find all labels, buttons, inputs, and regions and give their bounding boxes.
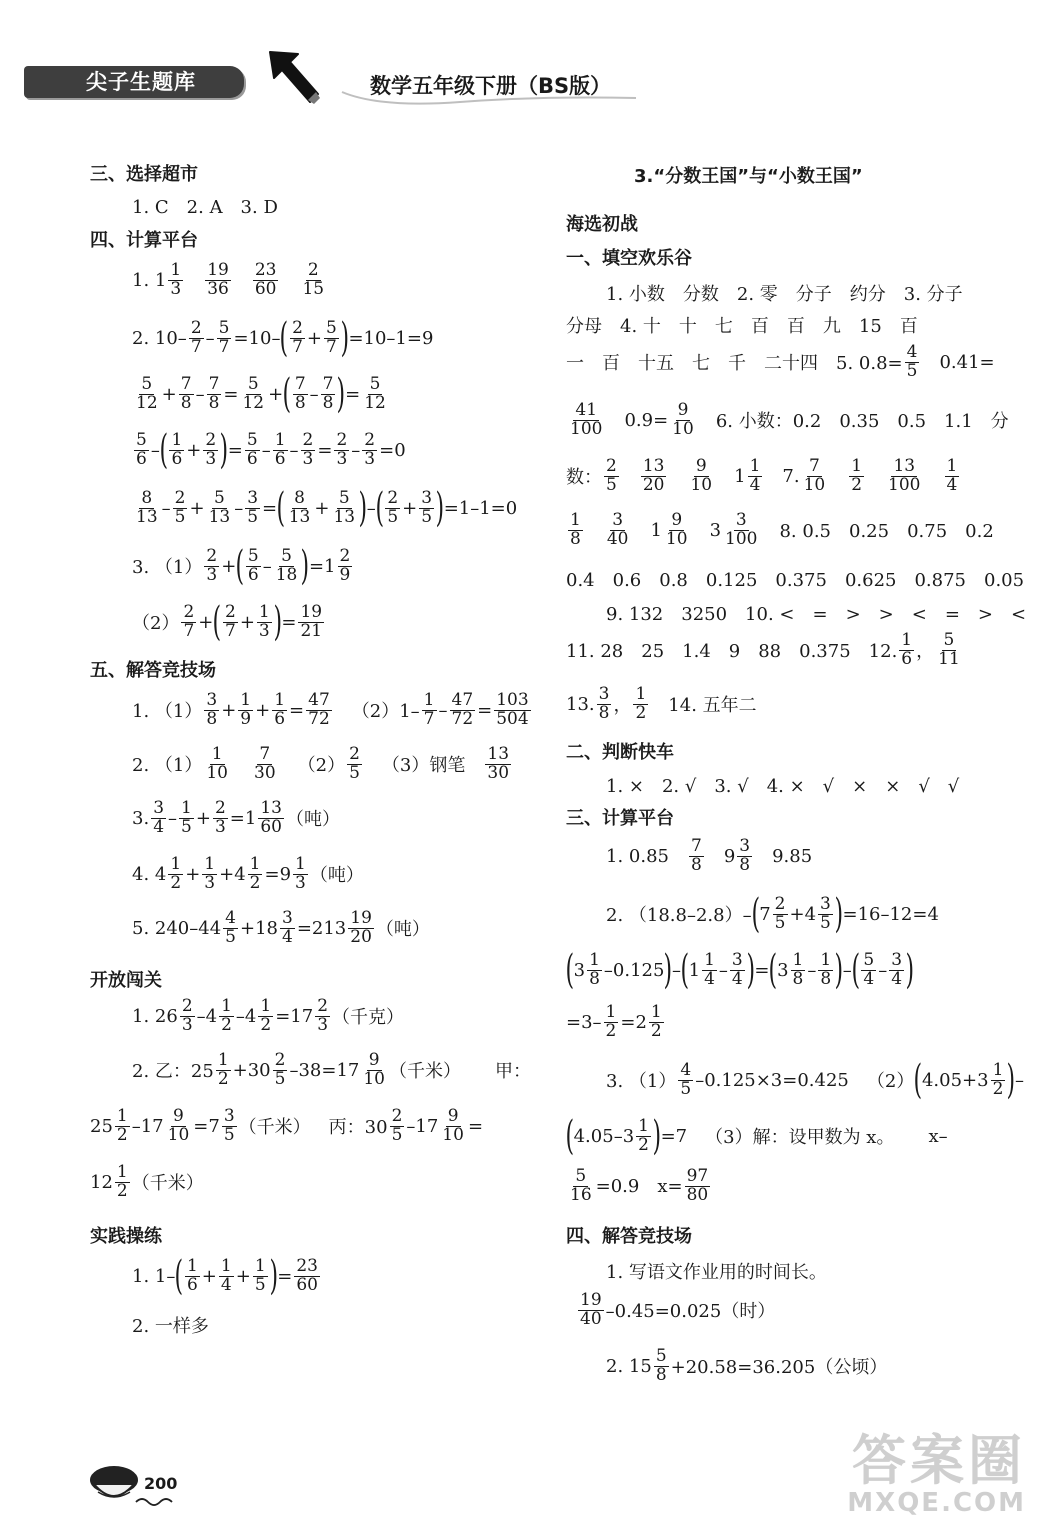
answer-line: =3– $\frac{1}{2}$ =2 $\frac{1}{2}$: [566, 1002, 662, 1041]
section-heading: 三、选择超市: [90, 164, 198, 185]
answer-line: 13. $\frac{3}{8}$ ， $\frac{1}{2}$ 14. 五年二: [566, 684, 757, 723]
page-number: 200: [144, 1474, 178, 1493]
answer-line: ( 3 $\frac{1}{8}$ –0.125 ) – ( 1 $\frac{1}{4}$ – $\frac{3}{4}$ ) = ( 3 $\frac{1}{8}$ – $\frac{1}{8}$ ) – ( $\frac{5}{4}$ – $\frac{3}{4}$ ): [565, 947, 915, 993]
answer-line: 3. （1） $\frac{4}{5}$ –0.125×3=0.425 （2） ( 4.05+3 $\frac{1}{2}$ ) –: [606, 1057, 1024, 1103]
answer-line: （2） $\frac{2}{7}$ + ( $\frac{2}{7}$ + $\frac{1}{3}$ ) = $\frac{19}{21}$: [132, 599, 323, 645]
section-heading: 三、计算平台: [566, 808, 674, 829]
answer-line: 1. × 2. √ 3. √ 4. × √ × × √ √: [606, 776, 960, 797]
watermark-logo: 答案圈: [852, 1429, 1026, 1492]
answer-line: 一 百 十五 七 千 二十四 5. 0.8= $\frac{4}{5}$ 0.41=: [566, 342, 995, 381]
answer-line: 0.4 0.6 0.8 0.125 0.375 0.625 0.875 0.05: [566, 570, 1025, 591]
answer-line: 4. 4 $\frac{1}{2}$ + $\frac{1}{3}$ +4 $\frac{1}{2}$ =9 $\frac{1}{3}$ （吨）: [132, 854, 364, 893]
section-heading: 二、判断快车: [566, 742, 674, 763]
answer-line: $\frac{5}{6}$ – ( $\frac{1}{6}$ + $\frac{2}{3}$ ) = $\frac{5}{6}$ – $\frac{1}{6}$ – $\frac{2}{3}$ = $\frac{2}{3}$ – $\frac{2}{3}$ =0: [136, 427, 406, 473]
section-heading: 开放闯关: [90, 970, 162, 991]
answer-line: 1. C 2. A 3. D: [132, 197, 278, 218]
section-heading: 实践操练: [90, 1226, 162, 1247]
answer-line: 5. 240–44 $\frac{4}{5}$ +18 $\frac{3}{4}$ =213 $\frac{19}{20}$ （吨）: [132, 908, 430, 947]
section-heading: 五、解答竞技场: [90, 660, 216, 681]
answer-line: 2. 乙：25 $\frac{1}{2}$ +30 $\frac{2}{5}$ –38=17 $\frac{9}{10}$ （千米） 甲：: [132, 1050, 531, 1089]
section-heading: 四、计算平台: [90, 230, 198, 251]
answer-line: $\frac{19}{40}$ –0.45=0.025（时）: [580, 1290, 776, 1329]
answer-line: 1. （1） $\frac{3}{8}$ + $\frac{1}{9}$ + $\frac{1}{6}$ = $\frac{47}{72}$ （2）1– $\frac{1}{7}$ – $\frac{47}{72}$ = $\frac{103}{504}$: [132, 690, 529, 729]
watermark-url: MXQE.COM: [847, 1488, 1026, 1518]
answer-line: 25 $\frac{1}{2}$ –17 $\frac{9}{10}$ =7 $\frac{3}{5}$ （千米） 丙：30 $\frac{2}{5}$ –17 $\frac{9}{10}$ =: [90, 1106, 484, 1145]
section-heading: 海选初战: [566, 214, 638, 235]
answer-line: $\frac{5}{16}$ =0.9 x= $\frac{97}{80}$: [570, 1166, 709, 1205]
answer-line: 2. 一样多: [132, 1316, 209, 1337]
header-title: 数学五年级下册（BS版）: [370, 74, 612, 98]
section-heading: 一、填空欢乐谷: [566, 248, 692, 269]
answer-line: 12 $\frac{1}{2}$ （千米）: [90, 1162, 204, 1201]
answer-line: 9. 132 3250 10. < = > > < = > <: [606, 604, 1027, 625]
answer-line: 1. 写语文作业用的时间长。: [606, 1262, 827, 1283]
section-heading: 四、解答竞技场: [566, 1226, 692, 1247]
answer-line: 1. 小数 分数 2. 零 分子 约分 3. 分子: [606, 284, 963, 305]
answer-line: 11. 28 25 1.4 9 88 0.375 12. $\frac{1}{6}$ ， $\frac{5}{11}$: [566, 630, 960, 669]
answer-line: 分母 4. 十 十 七 百 百 九 15 百: [566, 316, 918, 337]
answer-line: 2. （1） $\frac{1}{10}$ $\frac{7}{30}$ （2） $\frac{2}{5}$ （3）钢笔 $\frac{13}{30}$: [132, 744, 510, 783]
answer-line: 1. 26 $\frac{2}{3}$ –4 $\frac{1}{2}$ –4 $\frac{1}{2}$ =17 $\frac{2}{3}$ （千克）: [132, 996, 405, 1035]
answer-line: ( 4.05–3 $\frac{1}{2}$ ) =7 （3）解：设甲数为 x。 x–: [565, 1113, 948, 1159]
answer-line: 2. 15 $\frac{5}{8}$ +20.58=36.205（公顷）: [606, 1346, 888, 1385]
section-title: 3.“分数王国”与“小数王国”: [634, 166, 863, 187]
answer-line: 3. $\frac{3}{4}$ – $\frac{1}{5}$ + $\frac{2}{3}$ =1 $\frac{13}{60}$ （吨）: [132, 798, 340, 837]
answer-line: 1. 0.85 $\frac{7}{8}$ 9 $\frac{3}{8}$ 9.85: [606, 836, 813, 875]
arrow-icon: [268, 48, 324, 110]
answer-line: 3. （1） $\frac{2}{3}$ + ( $\frac{5}{6}$ – $\frac{5}{18}$ ) =1 $\frac{2}{9}$: [132, 543, 351, 589]
answer-line: 2. 10– $\frac{2}{7}$ – $\frac{5}{7}$ =10– ( $\frac{2}{7}$ + $\frac{5}{7}$ ) =10–1=9: [132, 315, 434, 361]
header-tab: 尖子生题库: [24, 66, 244, 98]
answer-line: $\frac{8}{13}$ – $\frac{2}{5}$ + $\frac{5}{13}$ – $\frac{3}{5}$ = ( $\frac{8}{13}$ + $\frac{5}{13}$ ) – ( $\frac{2}{5}$ + $\frac{3}{5}$ ) =1–1=0: [136, 485, 518, 531]
answer-line: $\frac{5}{12}$ + $\frac{7}{8}$ – $\frac{7}{8}$ = $\frac{5}{12}$ + ( $\frac{7}{8}$ – $\frac{7}{8}$ ) = $\frac{5}{12}$: [136, 371, 386, 417]
answer-line: 1. 1– ( $\frac{1}{6}$ + $\frac{1}{4}$ + $\frac{1}{5}$ ) = $\frac{23}{60}$: [132, 1253, 318, 1299]
answer-line: 1. 1 $\frac{1}{3}$ $\frac{19}{36}$ $\frac{23}{60}$ $\frac{2}{15}$: [132, 260, 325, 299]
answer-line: 2. （18.8–2.8）– ( 7 $\frac{2}{5}$ +4 $\frac{3}{5}$ ) =16–12=4: [606, 891, 939, 937]
watermark: [847, 1429, 1026, 1518]
answer-line: 数： $\frac{2}{5}$ $\frac{13}{20}$ $\frac{9}{10}$ 1 $\frac{1}{4}$ 7. $\frac{7}{10}$ $\frac{1}{2}$ $\frac{13}{100}$ $\frac{1}{4}$: [566, 456, 958, 495]
answer-line: $\frac{41}{100}$ 0.9= $\frac{9}{10}$ 6. 小数：0.2 0.35 0.5 1.1 分: [570, 400, 1009, 439]
answer-line: $\frac{1}{8}$ $\frac{3}{40}$ 1 $\frac{9}{10}$ 3 $\frac{3}{100}$ 8. 0.5 0.25 0.75 0.2: [570, 510, 994, 549]
